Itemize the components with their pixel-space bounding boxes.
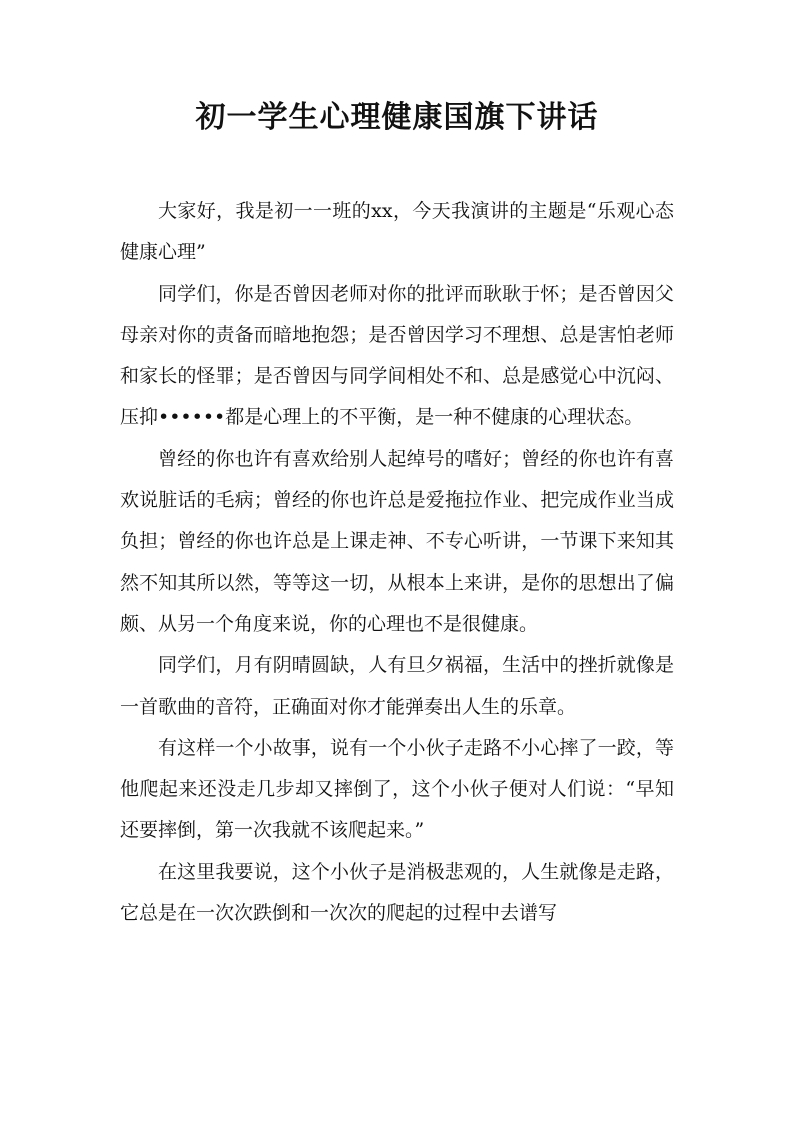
paragraph-story: 有这样一个小故事，说有一个小伙子走路不小心摔了一跤，等他爬起来还没走几步却又摔倒了，这个小伙子便对人们说：“早知还要摔倒，第一次我就不该爬起来。” (120, 736, 674, 842)
paragraph-greeting: 大家好，我是初一一班的xx，今天我演讲的主题是“乐观心态 健康心理” (120, 200, 674, 264)
paragraph-questions: 同学们，你是否曾因老师对你的批评而耿耿于怀；是否曾因父母亲对你的责备而暗地抱怨；是否曾因学习不理想、总是害怕老师和家长的怪罪；是否曾因与同学间相处不和、总是感觉心中沉闷、压抑••••••都是心理上的不平衡，是一种不健康的心理状态。 (120, 282, 674, 429)
document-title: 初一学生心理健康国旗下讲话 (195, 100, 599, 135)
paragraph-setbacks: 同学们，月有阴晴圆缺，人有旦夕祸福，生活中的挫折就像是一首歌曲的音符，正确面对你才能弹奏出人生的乐章。 (120, 654, 674, 718)
document-body (120, 191, 674, 934)
paragraph-past-habits: 曾经的你也许有喜欢给别人起绰号的嗜好；曾经的你也许有喜欢说脏话的毛病；曾经的你也许总是爱拖拉作业、把完成作业当成负担；曾经的你也许总是上课走神、不专心听讲，一节课下来知其然不知其所以然，等等这一切，从根本上来讲，是你的思想出了偏颇、从另一个角度来说，你的心理也不是很健康。 (120, 447, 674, 635)
paragraph-conclusion: 在这里我要说，这个小伙子是消极悲观的，人生就像是走路，它总是在一次次跌倒和一次次的爬起的过程中去谱写 (120, 860, 674, 925)
